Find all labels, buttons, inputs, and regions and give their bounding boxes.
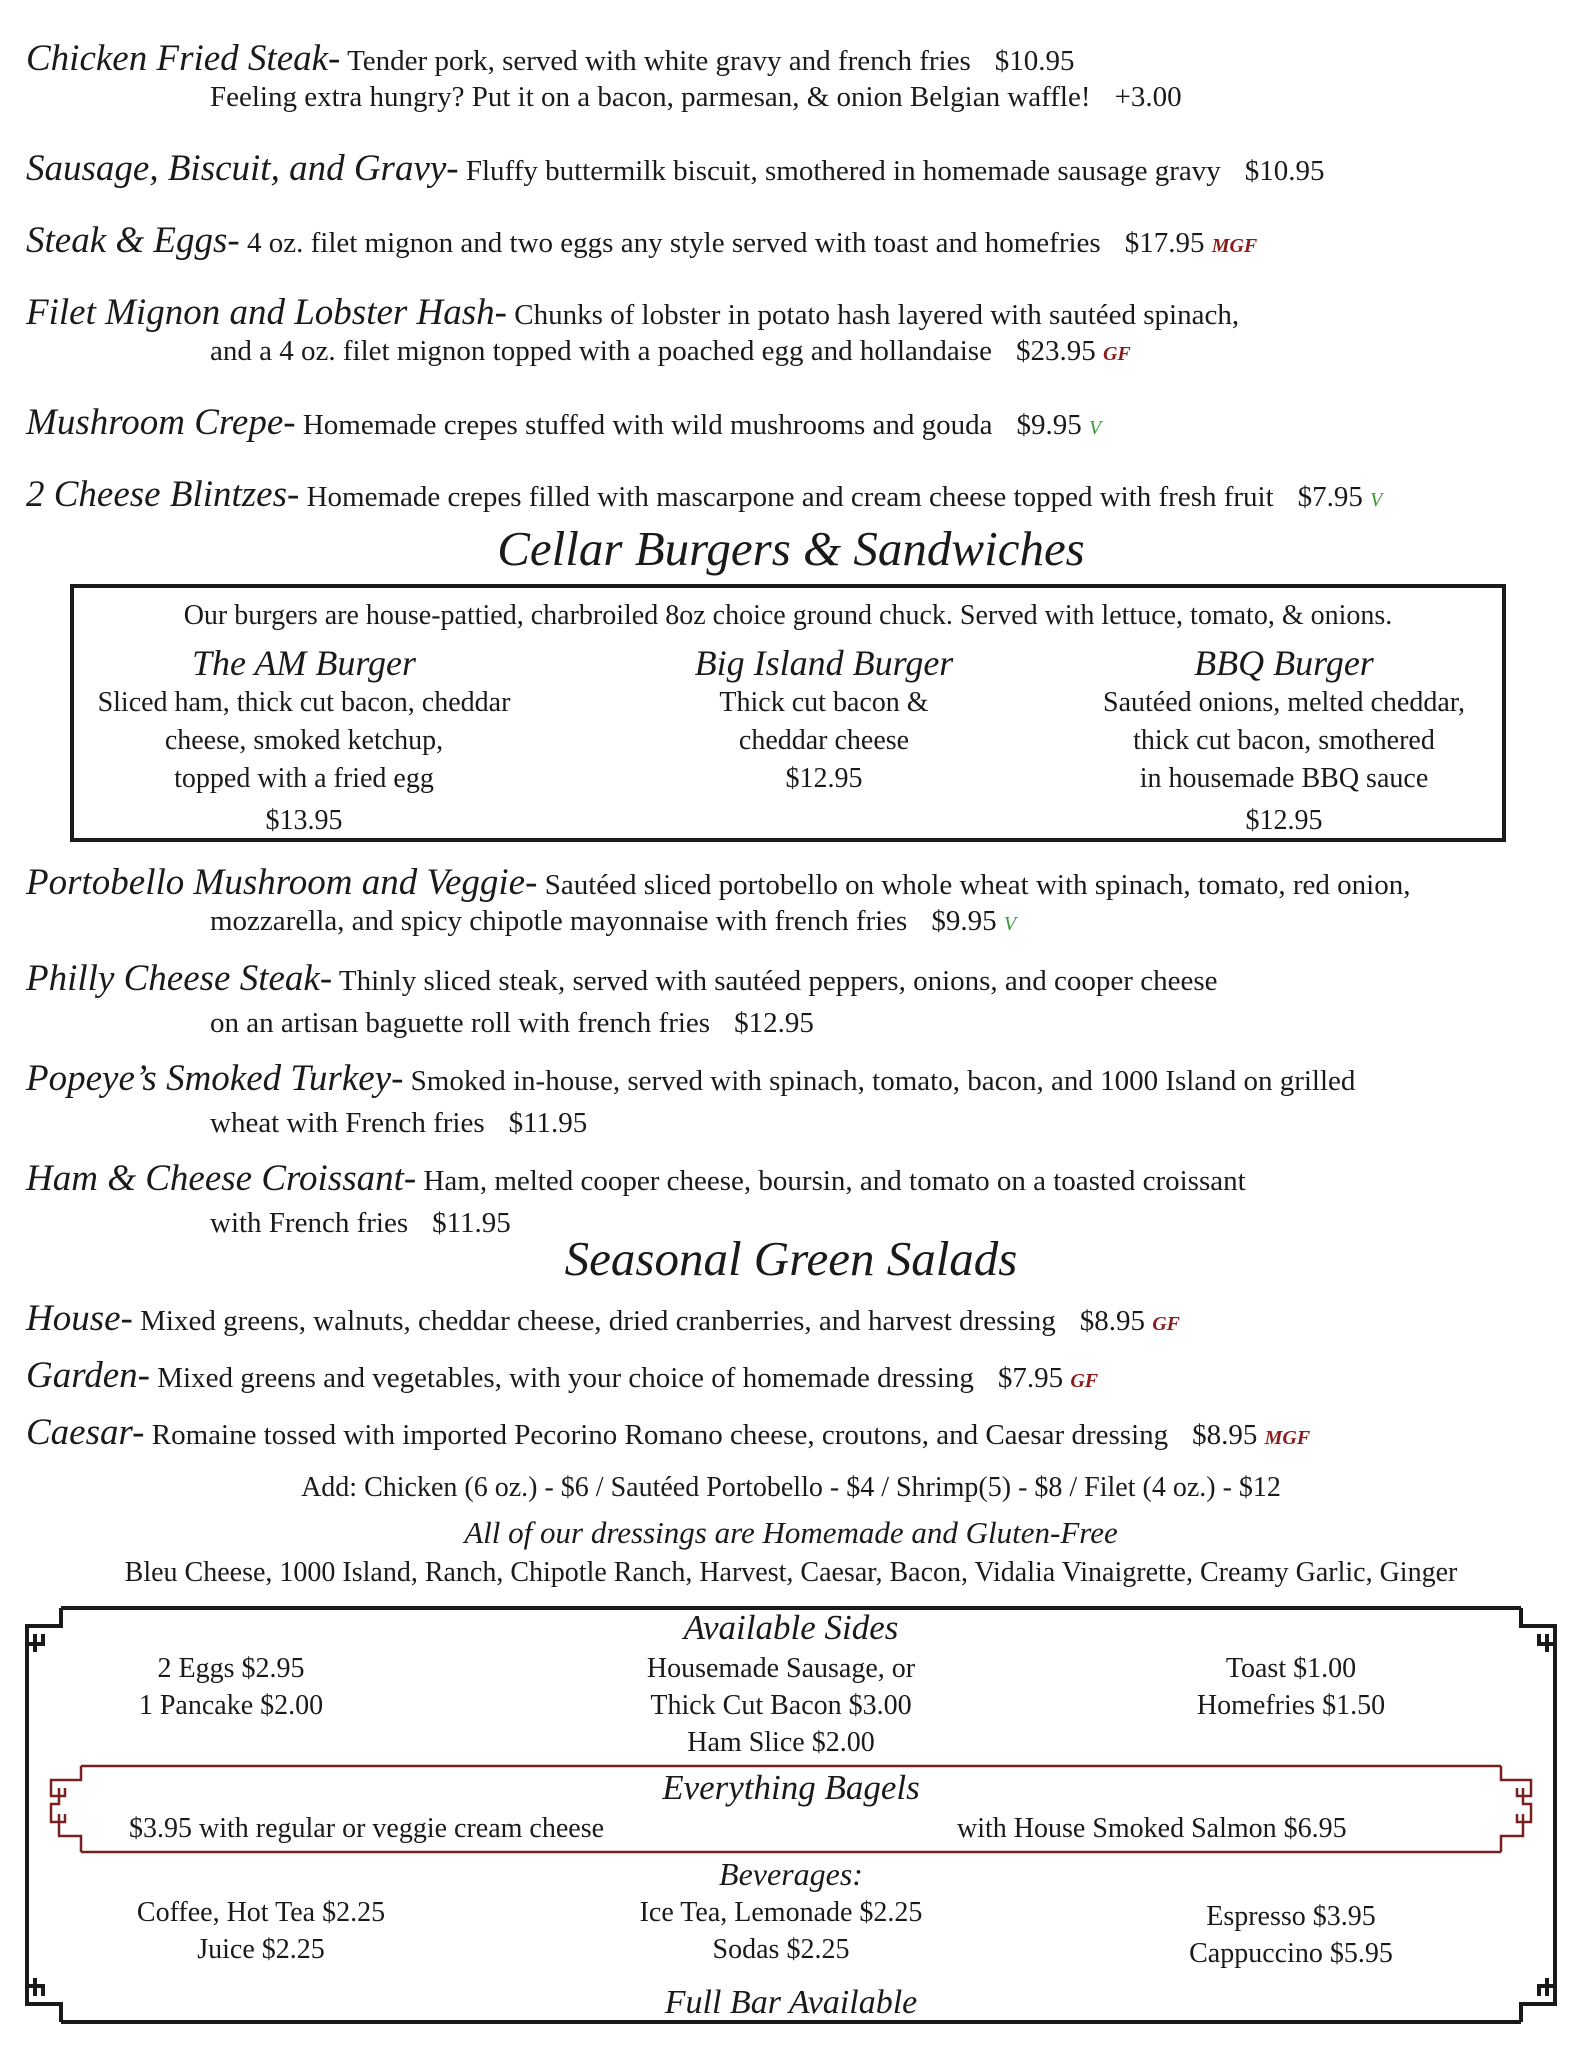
salad-garden <box>26 1355 1098 1398</box>
burger-price: $12.95 <box>785 763 863 794</box>
item-desc: Homemade crepes stuffed with wild mushrooms and gouda <box>302 409 993 441</box>
burger-name: The AM Burger <box>192 643 416 683</box>
item-name: House- <box>26 1298 133 1339</box>
mgf-tag: MGF <box>1264 1427 1311 1449</box>
menu-item-steak-eggs <box>26 220 1257 263</box>
item-price: $7.95 <box>1297 481 1363 513</box>
bagel-cream-cheese: $3.95 with regular or veggie cream cheese <box>129 1813 605 1844</box>
item-name: Caesar- <box>26 1412 145 1453</box>
item-name: Filet Mignon and Lobster Hash- <box>26 292 507 333</box>
menu-item-portobello <box>26 862 1410 938</box>
beverages-col-3 <box>1151 1898 1431 1972</box>
section-title-salads: Seasonal Green Salads <box>564 1231 1018 1286</box>
item-price: $9.95 <box>931 904 997 937</box>
bagels-title: Everything Bagels <box>662 1768 920 1807</box>
burger-desc-line: cheddar cheese <box>738 725 910 756</box>
burger-bbq <box>1064 642 1504 840</box>
burger-intro: Our burgers are house-pattied, charbroiled 8oz choice ground chuck. Served with lettuce, tomato, & onions. <box>183 600 1393 631</box>
side-item: Thick Cut Bacon $3.00 <box>650 1690 912 1721</box>
item-desc: Thinly sliced steak, served with sautéed peppers, onions, and cooper cheese <box>338 965 1218 997</box>
item-price: $7.95 <box>997 1362 1064 1394</box>
burger-desc-line: thick cut bacon, smothered <box>1133 725 1435 756</box>
beverage-item: Ice Tea, Lemonade $2.25 <box>639 1897 923 1928</box>
gf-tag: GF <box>1070 1370 1099 1392</box>
burger-desc-line: Thick cut bacon & <box>719 687 929 718</box>
item-note: Feeling extra hungry? Put it on a bacon, parmesan, & onion Belgian waffle! <box>210 80 1091 113</box>
gf-tag: GF <box>1152 1313 1180 1335</box>
item-name: 2 Cheese Blintzes- <box>26 474 300 515</box>
item-desc-line2: and a 4 oz. filet mignon topped with a poached egg and hollandaise <box>210 334 992 367</box>
sides-title: Available Sides <box>683 1608 899 1647</box>
beverage-item: Cappuccino $5.95 <box>1189 1938 1393 1969</box>
menu-item-philly <box>26 958 1217 1040</box>
vegetarian-tag: V <box>1370 489 1383 511</box>
beverages-col-2 <box>611 1894 951 1968</box>
item-desc: Romaine tossed with imported Pecorino Romano cheese, croutons, and Caesar dressing <box>151 1419 1169 1451</box>
salad-house <box>26 1298 1180 1341</box>
burger-box <box>70 584 1506 842</box>
item-desc-line2: on an artisan baguette roll with french fries <box>210 1006 711 1039</box>
gf-tag: GF <box>1102 342 1131 365</box>
mgf-tag: MGF <box>1211 235 1258 257</box>
beverages-col-1 <box>111 1894 411 1968</box>
burger-desc-line: Sautéed onions, melted cheddar, <box>1103 687 1465 718</box>
item-desc: Fluffy buttermilk biscuit, smothered in homemade sausage gravy <box>465 155 1221 187</box>
item-price: $11.95 <box>432 1206 511 1239</box>
bagel-smoked-salmon: with House Smoked Salmon $6.95 <box>957 1813 1347 1844</box>
item-price-addon: +3.00 <box>1114 80 1182 113</box>
side-item: 1 Pancake $2.00 <box>138 1690 324 1721</box>
item-name: Popeye’s Smoked Turkey- <box>26 1058 404 1099</box>
item-name: Portobello Mushroom and Veggie- <box>26 862 538 903</box>
burger-desc-line: in housemade BBQ sauce <box>1139 763 1429 794</box>
side-item: 2 Eggs $2.95 <box>157 1653 305 1684</box>
sides-col-2 <box>581 1650 981 1761</box>
item-name: Steak & Eggs- <box>26 220 240 261</box>
full-bar-note: Full Bar Available <box>664 1984 918 2021</box>
side-item: Homefries $1.50 <box>1196 1690 1386 1721</box>
item-price: $10.95 <box>1244 155 1325 187</box>
item-desc: Homemade crepes filled with mascarpone and cream cheese topped with fresh fruit <box>306 481 1274 513</box>
menu-item-filet-lobster-hash <box>26 292 1239 368</box>
item-desc: Mixed greens, walnuts, cheddar cheese, dried cranberries, and harvest dressing <box>140 1305 1056 1337</box>
item-price: $17.95 <box>1124 227 1205 259</box>
beverage-item: Juice $2.25 <box>197 1934 325 1965</box>
item-desc: Sautéed sliced portobello on whole wheat with spinach, tomato, red onion, <box>544 869 1411 901</box>
menu-item-smoked-turkey <box>26 1058 1355 1140</box>
item-name: Garden- <box>26 1355 150 1396</box>
item-price: $8.95 <box>1192 1419 1258 1451</box>
burger-name: Big Island Burger <box>694 643 954 683</box>
menu-item-mushroom-crepe <box>26 402 1101 445</box>
salad-caesar <box>26 1412 1310 1455</box>
side-item: Toast $1.00 <box>1225 1653 1357 1684</box>
sides-box <box>21 1600 1561 2030</box>
sides-col-1 <box>81 1650 381 1724</box>
item-price: $23.95 <box>1015 334 1096 367</box>
item-name: Philly Cheese Steak- <box>26 958 333 999</box>
salad-add-ons: Add: Chicken (6 oz.) - $6 / Sautéed Portobello - $4 / Shrimp(5) - $8 / Filet (4 oz.) - $12 <box>301 1472 1281 1503</box>
item-desc: Ham, melted cooper cheese, boursin, and tomato on a toasted croissant <box>423 1165 1246 1197</box>
item-desc: Mixed greens and vegetables, with your choice of homemade dressing <box>157 1362 974 1394</box>
item-desc: Smoked in-house, served with spinach, tomato, bacon, and 1000 Island on grilled <box>410 1065 1356 1097</box>
item-price: $8.95 <box>1079 1305 1145 1337</box>
item-desc-line2: mozzarella, and spicy chipotle mayonnaise with french fries <box>210 904 908 937</box>
item-desc: Chunks of lobster in potato hash layered with sautéed spinach, <box>514 299 1240 331</box>
item-price: $12.95 <box>734 1006 814 1039</box>
item-price: $11.95 <box>508 1106 588 1139</box>
sides-col-3 <box>1151 1650 1431 1724</box>
menu-item-ham-cheese-croissant <box>26 1158 1246 1240</box>
dressings-list: Bleu Cheese, 1000 Island, Ranch, Chipotle Ranch, Harvest, Caesar, Bacon, Vidalia Vinaigrette, Creamy Garlic, Ginger <box>124 1557 1458 1588</box>
burger-name: BBQ Burger <box>1194 643 1374 683</box>
burger-desc-line: topped with a fried egg <box>174 763 434 794</box>
dressings-title: All of our dressings are Homemade and Gluten-Free <box>464 1515 1118 1550</box>
item-price: $9.95 <box>1016 409 1082 441</box>
side-item: Housemade Sausage, or <box>646 1653 916 1684</box>
menu-item-cheese-blintzes <box>26 474 1382 517</box>
beverage-item: Sodas $2.25 <box>712 1934 850 1965</box>
burger-desc-line: Sliced ham, thick cut bacon, cheddar <box>97 687 511 718</box>
vegetarian-tag: V <box>1089 417 1102 439</box>
item-name: Mushroom Crepe- <box>26 402 296 443</box>
item-desc-line2: wheat with French fries <box>210 1106 485 1139</box>
item-name: Sausage, Biscuit, and Gravy- <box>26 148 459 189</box>
item-desc: Tender pork, served with white gravy and french fries <box>347 45 971 77</box>
beverage-item: Espresso $3.95 <box>1206 1901 1376 1932</box>
beverages-title: Beverages: <box>719 1856 863 1892</box>
burger-price: $12.95 <box>1245 805 1323 836</box>
item-price: $10.95 <box>994 45 1075 77</box>
menu-item-sausage-biscuit-gravy <box>26 148 1325 191</box>
vegetarian-tag: V <box>1003 912 1017 935</box>
burger-big-island <box>604 642 1044 798</box>
item-name: Ham & Cheese Croissant- <box>26 1158 417 1199</box>
item-desc: 4 oz. filet mignon and two eggs any style served with toast and homefries <box>246 227 1101 259</box>
burger-desc-line: cheese, smoked ketchup, <box>164 725 444 756</box>
section-title-burgers: Cellar Burgers & Sandwiches <box>497 521 1085 576</box>
menu-item-chicken-fried-steak <box>26 38 1182 114</box>
burger-am <box>74 642 534 840</box>
item-name: Chicken Fried Steak- <box>26 38 341 79</box>
burger-price: $13.95 <box>265 805 343 836</box>
item-desc-line2: with French fries <box>210 1206 409 1239</box>
beverage-item: Coffee, Hot Tea $2.25 <box>136 1897 386 1928</box>
side-item: Ham Slice $2.00 <box>687 1727 875 1758</box>
